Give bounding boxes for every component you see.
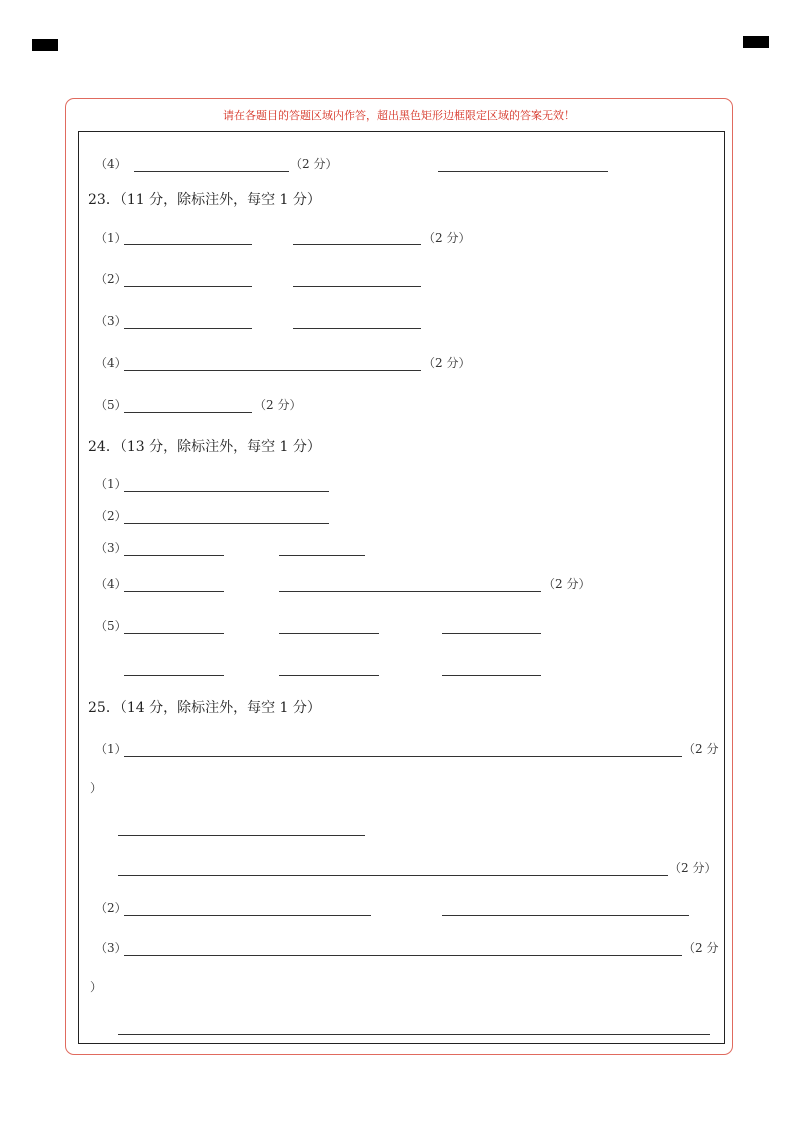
q25-part1-score-close: ）	[90, 781, 103, 795]
q23-part1-score: （2 分）	[423, 231, 471, 245]
answer-region-inner-frame	[78, 131, 725, 1044]
q24-part4-score: （2 分）	[543, 577, 591, 591]
q25-part2-blank-2[interactable]	[442, 915, 689, 916]
q25-part1-blank-2[interactable]	[118, 835, 365, 836]
q23-part4-score: （2 分）	[423, 356, 471, 370]
q24-part5-blank-1[interactable]	[124, 633, 224, 634]
q25-part1-label: （1）	[95, 742, 127, 756]
q25-heading: 25．（14 分，除标注外，每空 1 分）	[88, 700, 321, 716]
q24-part3-label: （3）	[95, 541, 127, 555]
q25-part3-score: （2 分	[683, 941, 719, 955]
q24-part5-label: （5）	[95, 619, 127, 633]
q23-part5-label: （5）	[95, 398, 127, 412]
q22-part4-blank-1[interactable]	[134, 171, 289, 172]
q25-part1-line3-score: （2 分）	[669, 861, 717, 875]
q23-part1-blank-1[interactable]	[124, 244, 252, 245]
q24-part3-blank-2[interactable]	[279, 555, 365, 556]
q25-part3-label: （3）	[95, 941, 127, 955]
q25-part3-score-close: ）	[90, 980, 103, 994]
q24-part5-blank-3[interactable]	[442, 633, 541, 634]
q23-part1-label: （1）	[95, 231, 127, 245]
q23-part2-blank-1[interactable]	[124, 286, 252, 287]
q24-part4-blank-1[interactable]	[124, 591, 224, 592]
registration-mark-right	[743, 36, 769, 48]
q24-part4-blank-2[interactable]	[279, 591, 541, 592]
q23-part1-blank-2[interactable]	[293, 244, 421, 245]
q22-part4-blank-2[interactable]	[438, 171, 608, 172]
q24-part2-label: （2）	[95, 509, 127, 523]
q24-part4-label: （4）	[95, 577, 127, 591]
q25-part2-label: （2）	[95, 901, 127, 915]
q25-part3-blank-1[interactable]	[124, 955, 682, 956]
q25-part3-blank-2[interactable]	[118, 1034, 710, 1035]
answer-region-notice: 请在各题目的答题区域内作答，超出黑色矩形边框限定区域的答案无效！	[223, 109, 575, 122]
q23-part3-blank-1[interactable]	[124, 328, 252, 329]
q25-part1-score: （2 分	[683, 742, 719, 756]
q24-heading: 24．（13 分，除标注外，每空 1 分）	[88, 439, 321, 455]
q24-part3-blank-1[interactable]	[124, 555, 224, 556]
q23-part2-label: （2）	[95, 272, 127, 286]
q24-part5-blank-6[interactable]	[442, 675, 541, 676]
q25-part2-blank-1[interactable]	[124, 915, 371, 916]
q23-part3-blank-2[interactable]	[293, 328, 421, 329]
q23-heading: 23．（11 分，除标注外，每空 1 分）	[88, 192, 321, 208]
q23-part5-blank[interactable]	[124, 412, 252, 413]
q22-part4-label: （4）	[95, 157, 127, 171]
q23-part2-blank-2[interactable]	[293, 286, 421, 287]
q24-part1-blank[interactable]	[124, 491, 329, 492]
q25-part1-blank-3[interactable]	[118, 875, 668, 876]
q24-part5-blank-4[interactable]	[124, 675, 224, 676]
q24-part5-blank-5[interactable]	[279, 675, 379, 676]
q23-part4-label: （4）	[95, 356, 127, 370]
q24-part2-blank[interactable]	[124, 523, 329, 524]
q24-part1-label: （1）	[95, 477, 127, 491]
q25-part1-blank-1[interactable]	[124, 756, 682, 757]
q23-part4-blank[interactable]	[124, 370, 421, 371]
q23-part3-label: （3）	[95, 314, 127, 328]
q22-part4-score: （2 分）	[290, 157, 338, 171]
q23-part5-score: （2 分）	[254, 398, 302, 412]
registration-mark-left	[32, 39, 58, 51]
q24-part5-blank-2[interactable]	[279, 633, 379, 634]
